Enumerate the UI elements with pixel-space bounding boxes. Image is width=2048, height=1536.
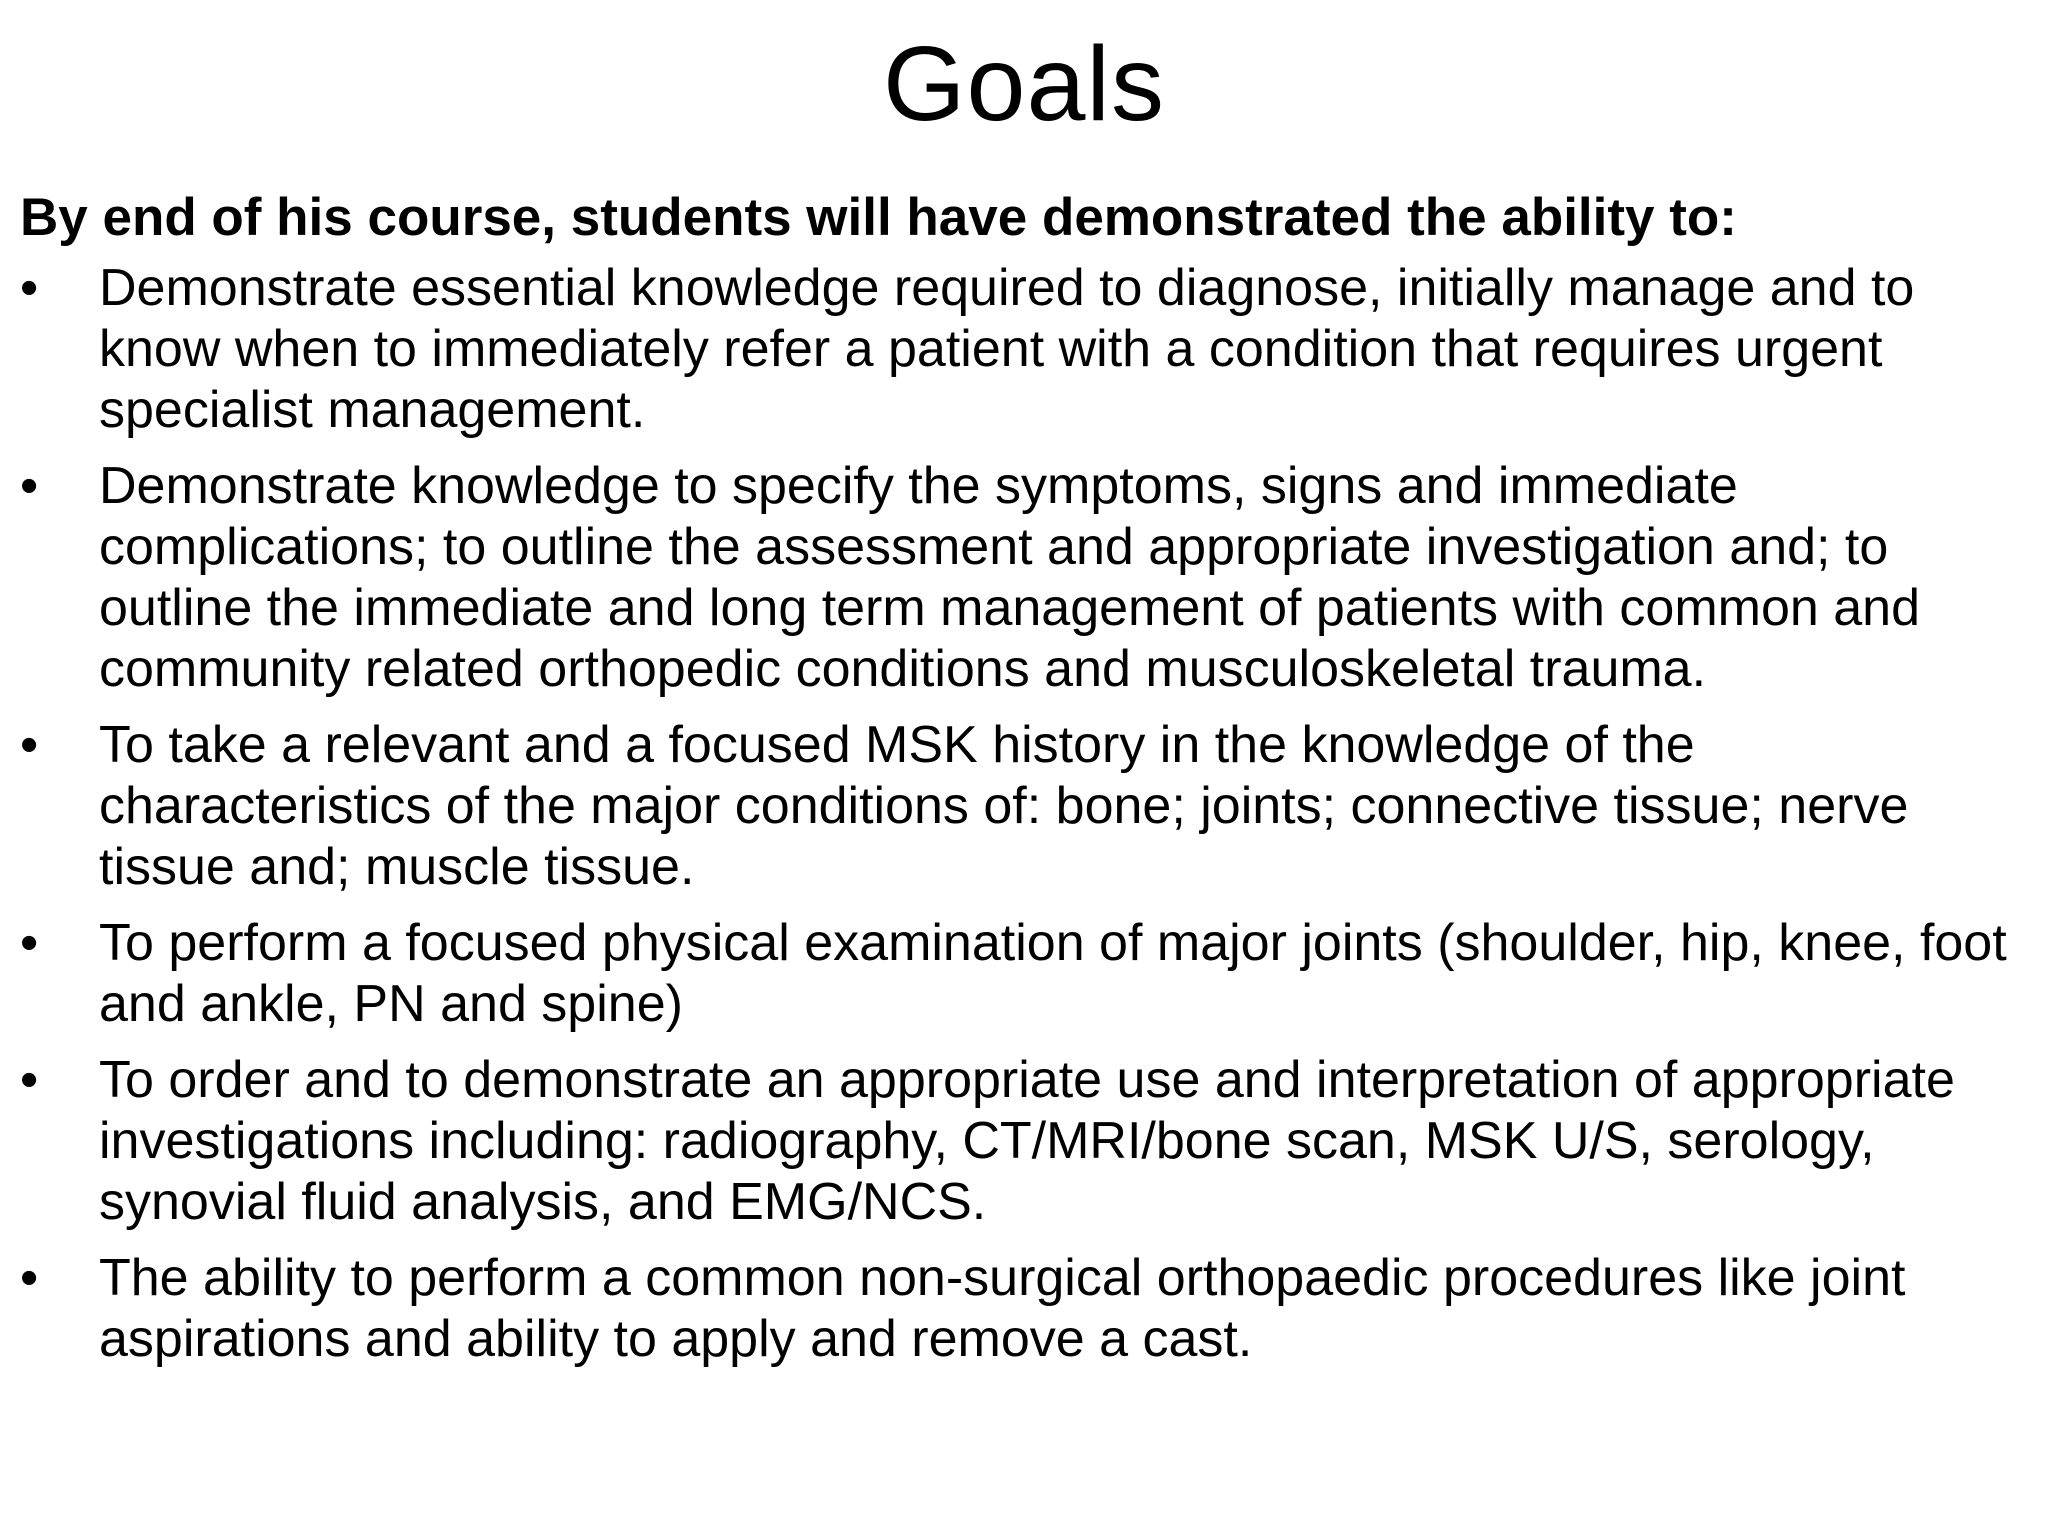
goal-item: [20, 1248, 2036, 1370]
goal-item: [20, 258, 2036, 441]
goal-text: To take a relevant and a focused MSK history in the knowledge of the characteristics of the major conditions of: bone; joints; connective tissue; nerve tissue and; muscle tissue.: [99, 716, 1909, 896]
goal-text: Demonstrate essential knowledge required to diagnose, initially manage and to know when to immediately refer a patient with a condition that requires urgent specialist management.: [99, 259, 1915, 439]
slide-content: [20, 186, 2036, 1385]
goal-item: [20, 1050, 2036, 1233]
bullet-icon: •: [20, 1249, 39, 1307]
intro-text: By end of his course, students will have demonstrated the ability to:: [20, 188, 1737, 247]
bullet-icon: •: [20, 1051, 39, 1109]
goal-item: [20, 913, 2036, 1035]
goals-list: [20, 258, 2036, 1370]
bullet-icon: •: [20, 259, 39, 317]
bullet-icon: •: [20, 716, 39, 774]
goal-text: To perform a focused physical examination of major joints (shoulder, hip, knee, foot and ankle, PN and spine): [99, 914, 2007, 1033]
slide-title: Goals: [883, 25, 1165, 143]
bullet-icon: •: [20, 914, 39, 972]
goal-item: [20, 456, 2036, 700]
goal-text: Demonstrate knowledge to specify the symptoms, signs and immediate complications; to outline the assessment and appropriate investigation and; to outline the immediate and long term management of patients with common and community related orthopedic conditions and musculoskeletal trauma.: [99, 457, 1921, 698]
goal-item: [20, 715, 2036, 898]
goal-text: The ability to perform a common non-surgical orthopaedic procedures like joint aspirations and ability to apply and remove a cast.: [99, 1249, 1906, 1368]
bullet-icon: •: [20, 457, 39, 515]
goal-text: To order and to demonstrate an appropriate use and interpretation of appropriate investigations including: radiography, CT/MRI/bone scan, MSK U/S, serology, synovial fluid analysis, and EMG/NCS.: [99, 1051, 1955, 1231]
